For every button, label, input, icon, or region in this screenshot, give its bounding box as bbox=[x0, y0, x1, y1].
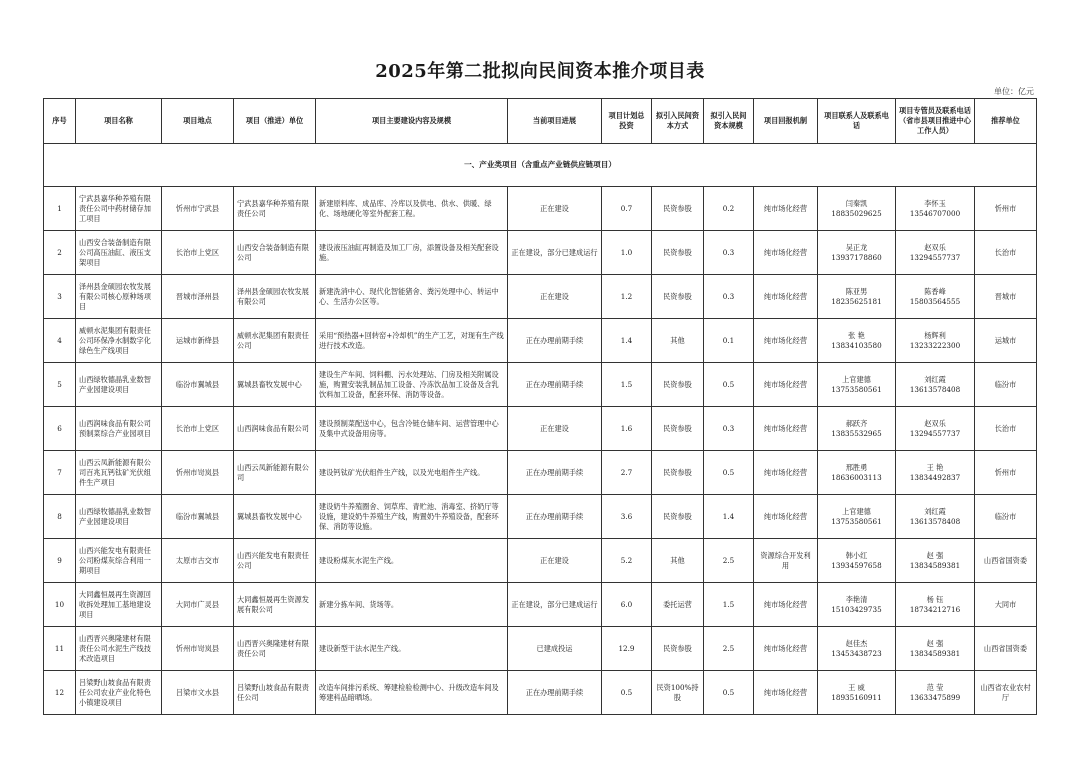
cell-capital-scale: 1.4 bbox=[704, 495, 754, 539]
cell-capital-method: 民资参股 bbox=[652, 451, 704, 495]
cell-contact-name: 王 威 bbox=[848, 682, 865, 692]
cell-unit: 翼城县畜牧发展中心 bbox=[234, 363, 316, 407]
section-title: 一、产业类项目（含重点产业链供应链项目） bbox=[44, 144, 1037, 187]
cell-officer-phone: 13834589381 bbox=[909, 648, 961, 658]
cell-contact-phone: 18636003113 bbox=[831, 472, 882, 482]
cell-officer bbox=[896, 495, 975, 539]
cell-capital-scale: 2.5 bbox=[704, 627, 754, 671]
cell-content: 新建分拣车间、货场等。 bbox=[316, 583, 508, 627]
section-row bbox=[44, 144, 1037, 187]
cell-officer-phone: 13294557737 bbox=[909, 428, 961, 438]
cell-capital-method: 民资参股 bbox=[652, 187, 704, 231]
cell-contact-phone: 13753580561 bbox=[831, 384, 882, 394]
cell-capital-scale: 1.5 bbox=[704, 583, 754, 627]
cell-officer-name: 杨辉利 bbox=[924, 330, 946, 340]
cell-index: 4 bbox=[44, 319, 76, 363]
cell-contact bbox=[818, 451, 896, 495]
cell-return-mechanism: 纯市场化经营 bbox=[754, 231, 818, 275]
cell-progress: 正在办理前期手续 bbox=[508, 319, 602, 363]
cell-unit: 泽州县金硕园农牧发展有限公司 bbox=[234, 275, 316, 319]
cell-contact-name: 陈亚男 bbox=[845, 286, 868, 296]
cell-contact-name: 闫秦凯 bbox=[845, 198, 868, 208]
cell-location: 长治市上党区 bbox=[162, 407, 234, 451]
cell-project-name: 山西晋兴奥隆建材有限责任公司水泥生产线技术改造项目 bbox=[76, 627, 162, 671]
cell-unit: 翼城县畜牧发展中心 bbox=[234, 495, 316, 539]
column-header: 项目（推进）单位 bbox=[234, 99, 316, 144]
cell-recommender: 临汾市 bbox=[975, 495, 1037, 539]
cell-capital-method: 民资参股 bbox=[652, 495, 704, 539]
cell-content: 采用“预热器+回转窑+冷却机”的生产工艺，对现有生产线进行技术改造。 bbox=[316, 319, 508, 363]
cell-capital-method: 民资100%持股 bbox=[652, 671, 704, 715]
cell-capital-scale: 0.3 bbox=[704, 231, 754, 275]
cell-officer-name: 王 艳 bbox=[926, 462, 944, 472]
cell-investment: 5.2 bbox=[602, 539, 652, 583]
cell-unit: 威顿水泥集团有限责任公司 bbox=[234, 319, 316, 363]
cell-contact-phone: 15103429735 bbox=[831, 604, 882, 614]
cell-progress: 正在办理前期手续 bbox=[508, 363, 602, 407]
cell-project-name: 大同鑫恒晟再生资源回收拆处理加工基地建设项目 bbox=[76, 583, 162, 627]
cell-capital-method: 民资参股 bbox=[652, 627, 704, 671]
cell-unit: 大同鑫恒晟再生资源发展有限公司 bbox=[234, 583, 316, 627]
cell-capital-method: 其他 bbox=[652, 319, 704, 363]
cell-recommender: 长治市 bbox=[975, 231, 1037, 275]
cell-project-name: 吕梁野山坡食品有限责任公司农业产业化特色小镇建设项目 bbox=[76, 671, 162, 715]
column-header: 项目地点 bbox=[162, 99, 234, 144]
cell-index: 8 bbox=[44, 495, 76, 539]
cell-index: 1 bbox=[44, 187, 76, 231]
cell-progress: 正在建设 bbox=[508, 539, 602, 583]
cell-officer-phone: 15803564555 bbox=[909, 296, 961, 306]
cell-recommender: 忻州市 bbox=[975, 451, 1037, 495]
cell-officer bbox=[896, 539, 975, 583]
cell-officer bbox=[896, 363, 975, 407]
cell-capital-scale: 2.5 bbox=[704, 539, 754, 583]
cell-contact-name: 韩小红 bbox=[845, 550, 868, 560]
cell-recommender: 大同市 bbox=[975, 583, 1037, 627]
cell-location: 临汾市翼城县 bbox=[162, 495, 234, 539]
cell-location: 忻州市岢岚县 bbox=[162, 627, 234, 671]
cell-capital-scale: 0.5 bbox=[704, 363, 754, 407]
table-row bbox=[44, 275, 1037, 319]
column-header: 项目回报机制 bbox=[754, 99, 818, 144]
table-row bbox=[44, 407, 1037, 451]
cell-contact-phone: 13835532965 bbox=[831, 428, 882, 438]
cell-return-mechanism: 纯市场化经营 bbox=[754, 319, 818, 363]
cell-recommender: 山西省农业农村厅 bbox=[975, 671, 1037, 715]
cell-contact-name: 郝跃齐 bbox=[845, 418, 868, 428]
cell-officer-name: 刘红霞 bbox=[924, 506, 946, 516]
cell-unit: 山西晋兴奥隆建材有限责任公司 bbox=[234, 627, 316, 671]
cell-progress: 正在建设，部分已建成运行 bbox=[508, 583, 602, 627]
cell-index: 3 bbox=[44, 275, 76, 319]
cell-progress: 正在建设 bbox=[508, 275, 602, 319]
cell-investment: 1.0 bbox=[602, 231, 652, 275]
table-row bbox=[44, 319, 1037, 363]
cell-unit: 山西润味食品有限公司 bbox=[234, 407, 316, 451]
cell-investment: 1.6 bbox=[602, 407, 652, 451]
cell-investment: 0.7 bbox=[602, 187, 652, 231]
cell-investment: 1.4 bbox=[602, 319, 652, 363]
cell-officer-name: 刘红霞 bbox=[924, 374, 946, 384]
cell-capital-scale: 0.3 bbox=[704, 275, 754, 319]
cell-officer bbox=[896, 231, 975, 275]
table-row bbox=[44, 231, 1037, 275]
unit-label: 单位：亿元 bbox=[994, 87, 1034, 96]
cell-return-mechanism: 纯市场化经营 bbox=[754, 583, 818, 627]
cell-investment: 0.5 bbox=[602, 671, 652, 715]
cell-return-mechanism: 纯市场化经营 bbox=[754, 451, 818, 495]
column-header: 拟引入民间资本方式 bbox=[652, 99, 704, 144]
table-row bbox=[44, 627, 1037, 671]
cell-return-mechanism: 纯市场化经营 bbox=[754, 275, 818, 319]
cell-capital-method: 委托运营 bbox=[652, 583, 704, 627]
cell-officer bbox=[896, 583, 975, 627]
cell-content: 建设预制菜配送中心，包含冷链仓储车间、运营管理中心及集中式设备用房等。 bbox=[316, 407, 508, 451]
cell-content: 建设钙钛矿光伏组件生产线，以及光电组件生产线。 bbox=[316, 451, 508, 495]
cell-officer bbox=[896, 627, 975, 671]
cell-progress: 正在办理前期手续 bbox=[508, 495, 602, 539]
cell-content: 改造车间排污系统、筹建检验检测中心、升级改造车间及筹建科品暗晒场。 bbox=[316, 671, 508, 715]
table-row bbox=[44, 451, 1037, 495]
cell-officer bbox=[896, 671, 975, 715]
cell-capital-scale: 0.5 bbox=[704, 671, 754, 715]
cell-officer-phone: 13834492837 bbox=[909, 472, 961, 482]
cell-index: 6 bbox=[44, 407, 76, 451]
cell-contact-phone: 18235625181 bbox=[831, 296, 882, 306]
cell-project-name: 威顿水泥集团有限责任公司环保净水制数字化绿色生产线项目 bbox=[76, 319, 162, 363]
cell-capital-method: 民资参股 bbox=[652, 231, 704, 275]
cell-recommender: 山西省国资委 bbox=[975, 627, 1037, 671]
cell-unit: 吕梁野山坡食品有限责任公司 bbox=[234, 671, 316, 715]
cell-progress: 正在建设 bbox=[508, 407, 602, 451]
cell-officer-name: 李怀玉 bbox=[924, 198, 946, 208]
table-header-row bbox=[44, 99, 1037, 144]
column-header: 项目计划总投资 bbox=[602, 99, 652, 144]
cell-investment: 1.2 bbox=[602, 275, 652, 319]
cell-officer-name: 陈香峰 bbox=[924, 286, 946, 296]
cell-unit: 宁武县嘉华种养殖有限责任公司 bbox=[234, 187, 316, 231]
cell-location: 忻州市宁武县 bbox=[162, 187, 234, 231]
cell-officer-phone: 13233222300 bbox=[909, 340, 961, 350]
cell-contact bbox=[818, 583, 896, 627]
cell-contact-phone: 13753580561 bbox=[831, 516, 882, 526]
cell-project-name: 山西兴能发电有限责任公司粉煤灰综合利用一期项目 bbox=[76, 539, 162, 583]
cell-contact bbox=[818, 671, 896, 715]
cell-contact-name: 上官建德 bbox=[842, 506, 871, 516]
cell-return-mechanism: 纯市场化经营 bbox=[754, 407, 818, 451]
cell-recommender: 忻州市 bbox=[975, 187, 1037, 231]
page-title: 2025年第二批拟向民间资本推介项目表 bbox=[375, 61, 705, 82]
column-header: 序号 bbox=[44, 99, 76, 144]
cell-content: 建设新型干法水泥生产线。 bbox=[316, 627, 508, 671]
cell-content: 新建原料库、成品库、冷库以及供电、供水、供暖、绿化、场地硬化等室外配套工程。 bbox=[316, 187, 508, 231]
cell-recommender: 山西省国资委 bbox=[975, 539, 1037, 583]
cell-contact bbox=[818, 495, 896, 539]
cell-capital-method: 其他 bbox=[652, 539, 704, 583]
cell-unit: 山西云凤新能源有限公司 bbox=[234, 451, 316, 495]
cell-investment: 3.6 bbox=[602, 495, 652, 539]
cell-officer-phone: 13294557737 bbox=[909, 252, 961, 262]
cell-project-name: 山西云凤新能源有限公司百兆瓦钙钛矿光伏组件生产项目 bbox=[76, 451, 162, 495]
cell-contact-phone: 13834103580 bbox=[831, 340, 882, 350]
cell-contact-phone: 18835029625 bbox=[831, 208, 882, 218]
table-row bbox=[44, 495, 1037, 539]
column-header: 项目专管员及联系电话（省市县项目推进中心工作人员） bbox=[896, 99, 975, 144]
cell-location: 忻州市岢岚县 bbox=[162, 451, 234, 495]
cell-progress: 正在办理前期手续 bbox=[508, 671, 602, 715]
table-row bbox=[44, 539, 1037, 583]
cell-contact-name: 赵佳杰 bbox=[845, 638, 868, 648]
cell-location: 临汾市翼城县 bbox=[162, 363, 234, 407]
project-table bbox=[43, 98, 1037, 715]
cell-contact bbox=[818, 187, 896, 231]
cell-contact bbox=[818, 407, 896, 451]
cell-contact bbox=[818, 275, 896, 319]
cell-recommender: 运城市 bbox=[975, 319, 1037, 363]
cell-content: 建设粉煤灰水泥生产线。 bbox=[316, 539, 508, 583]
cell-contact bbox=[818, 319, 896, 363]
cell-recommender: 临汾市 bbox=[975, 363, 1037, 407]
cell-index: 11 bbox=[44, 627, 76, 671]
cell-contact bbox=[818, 627, 896, 671]
cell-officer bbox=[896, 187, 975, 231]
cell-capital-scale: 0.3 bbox=[704, 407, 754, 451]
cell-contact-phone: 13937178860 bbox=[831, 252, 882, 262]
cell-capital-method: 民资参股 bbox=[652, 363, 704, 407]
cell-capital-method: 民资参股 bbox=[652, 275, 704, 319]
table-row bbox=[44, 187, 1037, 231]
cell-investment: 12.9 bbox=[602, 627, 652, 671]
cell-location: 太原市古交市 bbox=[162, 539, 234, 583]
cell-project-name: 泽州县金硕园农牧发展有限公司核心原种场项目 bbox=[76, 275, 162, 319]
cell-officer bbox=[896, 319, 975, 363]
cell-location: 大同市广灵县 bbox=[162, 583, 234, 627]
cell-investment: 2.7 bbox=[602, 451, 652, 495]
cell-return-mechanism: 纯市场化经营 bbox=[754, 363, 818, 407]
cell-return-mechanism: 纯市场化经营 bbox=[754, 187, 818, 231]
cell-content: 建设奶牛养殖圈舍、饲草库、青贮池、消毒室、挤奶厅等设施，建设奶牛养殖生产线，购置奶牛养殖设备，配套环保、消防等设施。 bbox=[316, 495, 508, 539]
column-header: 拟引入民间资本规模 bbox=[704, 99, 754, 144]
cell-contact-name: 上官建德 bbox=[842, 374, 871, 384]
cell-project-name: 宁武县嘉华种养殖有限责任公司中药材储存加工项目 bbox=[76, 187, 162, 231]
column-header: 项目名称 bbox=[76, 99, 162, 144]
cell-index: 2 bbox=[44, 231, 76, 275]
cell-recommender: 长治市 bbox=[975, 407, 1037, 451]
cell-project-name: 山西安合装备制造有限公司高压油缸、液压支架项目 bbox=[76, 231, 162, 275]
cell-return-mechanism: 纯市场化经营 bbox=[754, 627, 818, 671]
cell-contact bbox=[818, 363, 896, 407]
cell-officer-name: 赵双乐 bbox=[924, 418, 946, 428]
cell-officer bbox=[896, 275, 975, 319]
cell-contact-name: 李艳清 bbox=[845, 594, 868, 604]
cell-location: 长治市上党区 bbox=[162, 231, 234, 275]
cell-location: 吕梁市文水县 bbox=[162, 671, 234, 715]
cell-contact-name: 吴正龙 bbox=[845, 242, 868, 252]
cell-contact-phone: 18935160911 bbox=[831, 692, 882, 702]
cell-capital-method: 民资参股 bbox=[652, 407, 704, 451]
cell-location: 运城市新绛县 bbox=[162, 319, 234, 363]
cell-location: 晋城市泽州县 bbox=[162, 275, 234, 319]
cell-officer-phone: 13613578408 bbox=[909, 384, 961, 394]
cell-content: 建设生产车间、饲料棚、污水处理站、门房及相关附属设施，购置安装乳制品加工设备、冷冻饮品加工设备及含乳饮料加工设备，配套环保、消防等设备。 bbox=[316, 363, 508, 407]
cell-progress: 正在办理前期手续 bbox=[508, 451, 602, 495]
cell-return-mechanism: 纯市场化经营 bbox=[754, 671, 818, 715]
cell-project-name: 山西绿牧德晶乳业数智产业园建设项目 bbox=[76, 495, 162, 539]
cell-index: 12 bbox=[44, 671, 76, 715]
cell-unit: 山西安合装备制造有限公司 bbox=[234, 231, 316, 275]
cell-unit: 山西兴能发电有限责任公司 bbox=[234, 539, 316, 583]
cell-index: 7 bbox=[44, 451, 76, 495]
cell-officer-phone: 13633475899 bbox=[909, 692, 961, 702]
cell-officer-name: 赵 强 bbox=[926, 638, 944, 648]
cell-capital-scale: 0.2 bbox=[704, 187, 754, 231]
cell-contact-phone: 13453438723 bbox=[831, 648, 882, 658]
cell-contact bbox=[818, 539, 896, 583]
cell-progress: 正在建设，部分已建成运行 bbox=[508, 231, 602, 275]
cell-index: 5 bbox=[44, 363, 76, 407]
table-row bbox=[44, 363, 1037, 407]
cell-capital-scale: 0.1 bbox=[704, 319, 754, 363]
cell-index: 9 bbox=[44, 539, 76, 583]
cell-officer-name: 赵 强 bbox=[926, 550, 944, 560]
cell-return-mechanism: 纯市场化经营 bbox=[754, 495, 818, 539]
cell-officer-phone: 18734212716 bbox=[909, 604, 961, 614]
cell-progress: 已建成投运 bbox=[508, 627, 602, 671]
cell-progress: 正在建设 bbox=[508, 187, 602, 231]
cell-officer-phone: 13546707000 bbox=[909, 208, 961, 218]
cell-index: 10 bbox=[44, 583, 76, 627]
column-header: 推荐单位 bbox=[975, 99, 1037, 144]
cell-contact-name: 张 艳 bbox=[848, 330, 865, 340]
cell-recommender: 晋城市 bbox=[975, 275, 1037, 319]
cell-officer-phone: 13613578408 bbox=[909, 516, 961, 526]
cell-officer-name: 范 莹 bbox=[926, 682, 944, 692]
table-row bbox=[44, 671, 1037, 715]
cell-officer bbox=[896, 451, 975, 495]
cell-officer-name: 杨 钰 bbox=[926, 594, 944, 604]
column-header: 项目主要建设内容及规模 bbox=[316, 99, 508, 144]
column-header: 当前项目进展 bbox=[508, 99, 602, 144]
cell-project-name: 山西润味食品有限公司预制菜综合产业园项目 bbox=[76, 407, 162, 451]
cell-officer-name: 赵双乐 bbox=[924, 242, 946, 252]
cell-content: 新建洗消中心、现代化智能猪舍、粪污处理中心、转运中心、生活办公区等。 bbox=[316, 275, 508, 319]
cell-investment: 6.0 bbox=[602, 583, 652, 627]
cell-contact-name: 邢胜勇 bbox=[845, 462, 868, 472]
cell-officer-phone: 13834589381 bbox=[909, 560, 961, 570]
cell-capital-scale: 0.5 bbox=[704, 451, 754, 495]
cell-project-name: 山西绿牧德晶乳业数智产业园建设项目 bbox=[76, 363, 162, 407]
cell-contact bbox=[818, 231, 896, 275]
cell-content: 建设液压油缸再制造及加工厂房，添置设备及相关配套设施。 bbox=[316, 231, 508, 275]
cell-contact-phone: 13934597658 bbox=[831, 560, 882, 570]
table-row bbox=[44, 583, 1037, 627]
cell-officer bbox=[896, 407, 975, 451]
column-header: 项目联系人及联系电话 bbox=[818, 99, 896, 144]
cell-return-mechanism: 资源综合开发利用 bbox=[754, 539, 818, 583]
cell-investment: 1.5 bbox=[602, 363, 652, 407]
